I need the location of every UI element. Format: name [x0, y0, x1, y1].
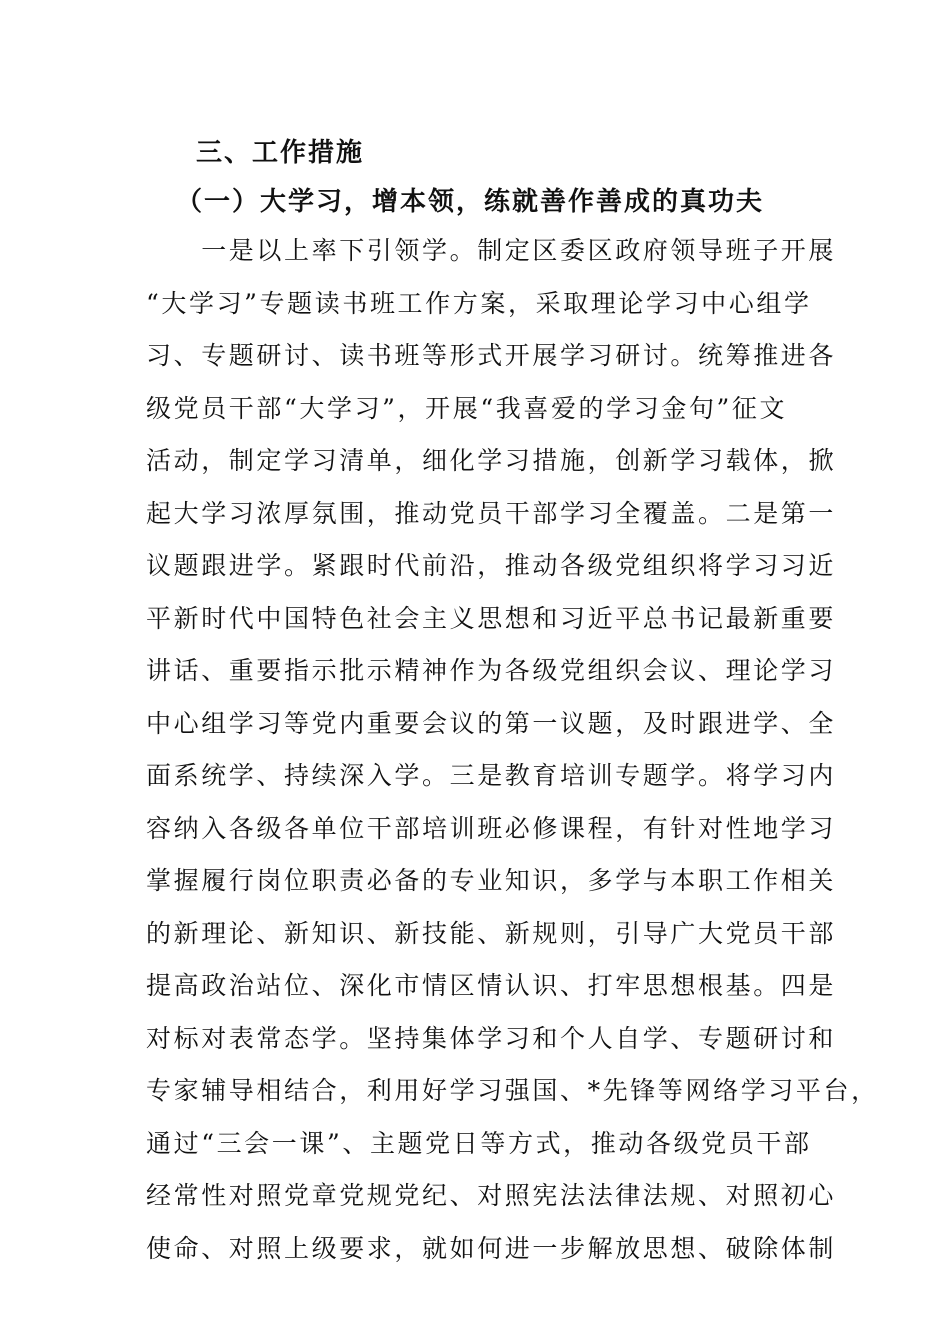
body-line: 的新理论、新知识、新技能、新规则，引导广大党员干部: [146, 918, 837, 948]
body-line: 活动，制定学习清单，细化学习措施，创新学习载体，掀: [146, 446, 837, 475]
body-line: 讲话、重要指示批示精神作为各级党组织会议、理论学习: [146, 656, 837, 685]
body-line: 面系统学、持续深入学。三是教育培训专题学。将学习内: [146, 761, 837, 790]
section-title: 三、工作措施: [196, 138, 365, 168]
body-line: 一是以上率下引领学。制定区委区政府领导班子开展: [146, 236, 837, 265]
body-line: 使命、对照上级要求，就如何进一步解放思想、破除体制: [146, 1233, 837, 1263]
body-line: 专家辅导相结合，利用好学习强国、*先锋等网络学习平台，: [146, 1076, 879, 1105]
body-line: 对标对表常态学。坚持集体学习和个人自学、专题研讨和: [146, 1023, 837, 1053]
body-line: 经常性对照党章党规党纪、对照宪法法律法规、对照初心: [146, 1181, 837, 1210]
body-line: 习、专题研讨、读书班等形式开展学习研讨。统筹推进各: [146, 341, 837, 370]
body-line: 中心组学习等党内重要会议的第一议题，及时跟进学、全: [146, 708, 837, 738]
body-line: “大学习”专题读书班工作方案，采取理论学习中心组学: [146, 288, 812, 318]
body-line: 级党员干部“大学习”，开展“我喜爱的学习金句”征文: [146, 393, 788, 423]
body-paragraph: [146, 230, 879, 1280]
body-line: 提高政治站位、深化市情区情认识、打牢思想根基。四是: [146, 971, 837, 1000]
body-line: 通过“三会一课”、主题党日等方式，推动各级党员干部: [146, 1128, 812, 1158]
body-line: 平新时代中国特色社会主义思想和习近平总书记最新重要: [146, 603, 837, 633]
subsection-title: （一）大学习，增本领，练就善作善成的真功夫: [176, 187, 765, 217]
body-line: 容纳入各级各单位干部培训班必修课程，有针对性地学习: [146, 813, 837, 843]
body-line: 议题跟进学。紧跟时代前沿，推动各级党组织将学习习近: [146, 551, 837, 580]
body-line: 起大学习浓厚氛围，推动党员干部学习全覆盖。二是第一: [146, 498, 837, 528]
body-line: 掌握履行岗位职责必备的专业知识，多学与本职工作相关: [146, 866, 837, 895]
